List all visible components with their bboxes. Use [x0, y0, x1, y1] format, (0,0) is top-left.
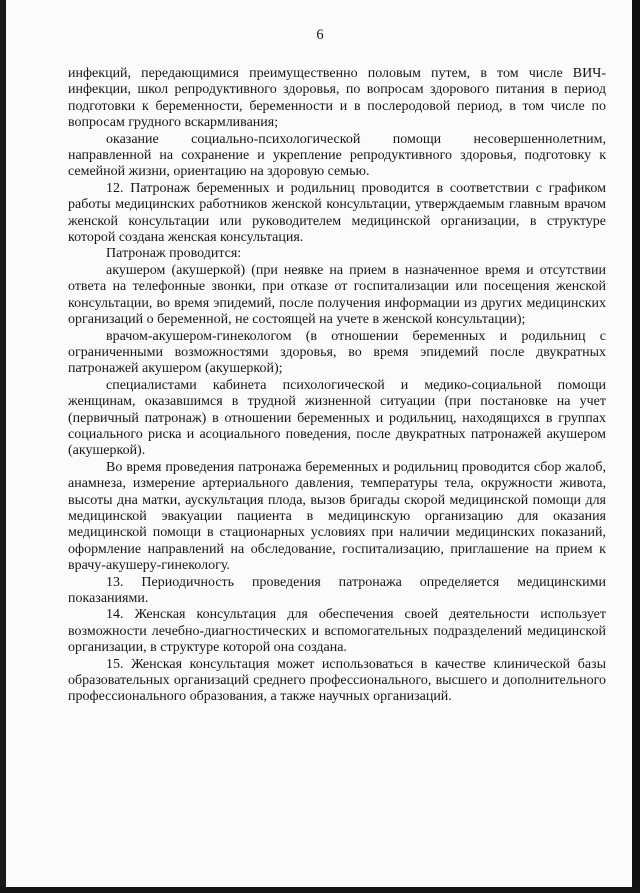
paragraph-item-13: 13. Периодичность проведения патронажа определяется медицинскими показаниями.	[68, 574, 606, 606]
page-number: 6	[316, 27, 324, 43]
paragraph-patronage-intro: Патронаж проводится:	[106, 246, 242, 262]
paragraph-by-obstetrician: врачом-акушером-гинекологом (в отношении беременных и родильниц с ограниченными возможностями здоровья, во время эпидемий после двукратных патронажей акушером (акушеркой);	[68, 328, 606, 377]
paragraph-psychological-help: оказание социально-психологической помощи несовершеннолетним, направленной на сохранение и укрепление репродуктивного здоровья, подготовку к семейной жизни, ориентацию на здоровую семью.	[68, 131, 606, 180]
paragraph-item-12: 12. Патронаж беременных и родильниц проводится в соответствии с графиком работы медицинских работников женской консультации, утверждаемым главным врачом женской консультации или руководителем медицинской организации, в структуре которой создана женская консультация.	[68, 180, 606, 246]
paragraph-item-14: 14. Женская консультация для обеспечения своей деятельности использует возможности лечебно-диагностических и вспомогательных подразделений медицинской организации, в структуре которой она создана.	[68, 607, 606, 656]
scan-border-right	[632, 0, 640, 893]
scan-border-left	[0, 0, 6, 893]
paragraph-continuation: инфекций, передающимися преимущественно половым путем, в том числе ВИЧ-инфекции, школ репродуктивного здоровья, по вопросам здорового питания в период подготовки к беременности, беременности и в послеродовой период, в том числе по вопросам грудного вскармливания;	[68, 66, 606, 131]
document-body	[68, 66, 606, 706]
paragraph-item-15: 15. Женская консультация может использоваться в качестве клинической базы образовательных организаций среднего профессионального, высшего и дополнительного профессионального образования, а также научных организаций.	[68, 656, 606, 705]
paragraph-patronage-procedures: Во время проведения патронажа беременных и родильниц проводится сбор жалоб, анамнеза, измерение артериального давления, температуры тела, окружности живота, высоты дна матки, аускультация плода, вызов бригады скорой медицинской помощи для медицинской эвакуации пациента в медицинскую организацию для оказания медицинской помощи в стационарных условиях при наличии медицинских показаний, оформление направлений на обследование, госпитализацию, приглашение на прием к врачу-акушеру-гинекологу.	[68, 459, 606, 574]
paragraph-by-specialists: специалистами кабинета психологической и медико-социальной помощи женщинам, оказавшимся в трудной жизненной ситуации (при постановке на учет (первичный патронаж) в отношении беременных и родильниц, находящихся в группах социального риска и асоциального поведения, после двукратных патронажей акушером (акушеркой).	[68, 377, 606, 459]
scan-border-bottom	[0, 887, 640, 893]
paragraph-by-midwife: акушером (акушеркой) (при неявке на прием в назначенное время и отсутствии ответа на телефонные звонки, при отказе от госпитализации или посещения женской консультации, во время эпидемий, после получения информации из других медицинских организаций о беременной, не состоящей на учете в женской консультации);	[68, 262, 606, 328]
